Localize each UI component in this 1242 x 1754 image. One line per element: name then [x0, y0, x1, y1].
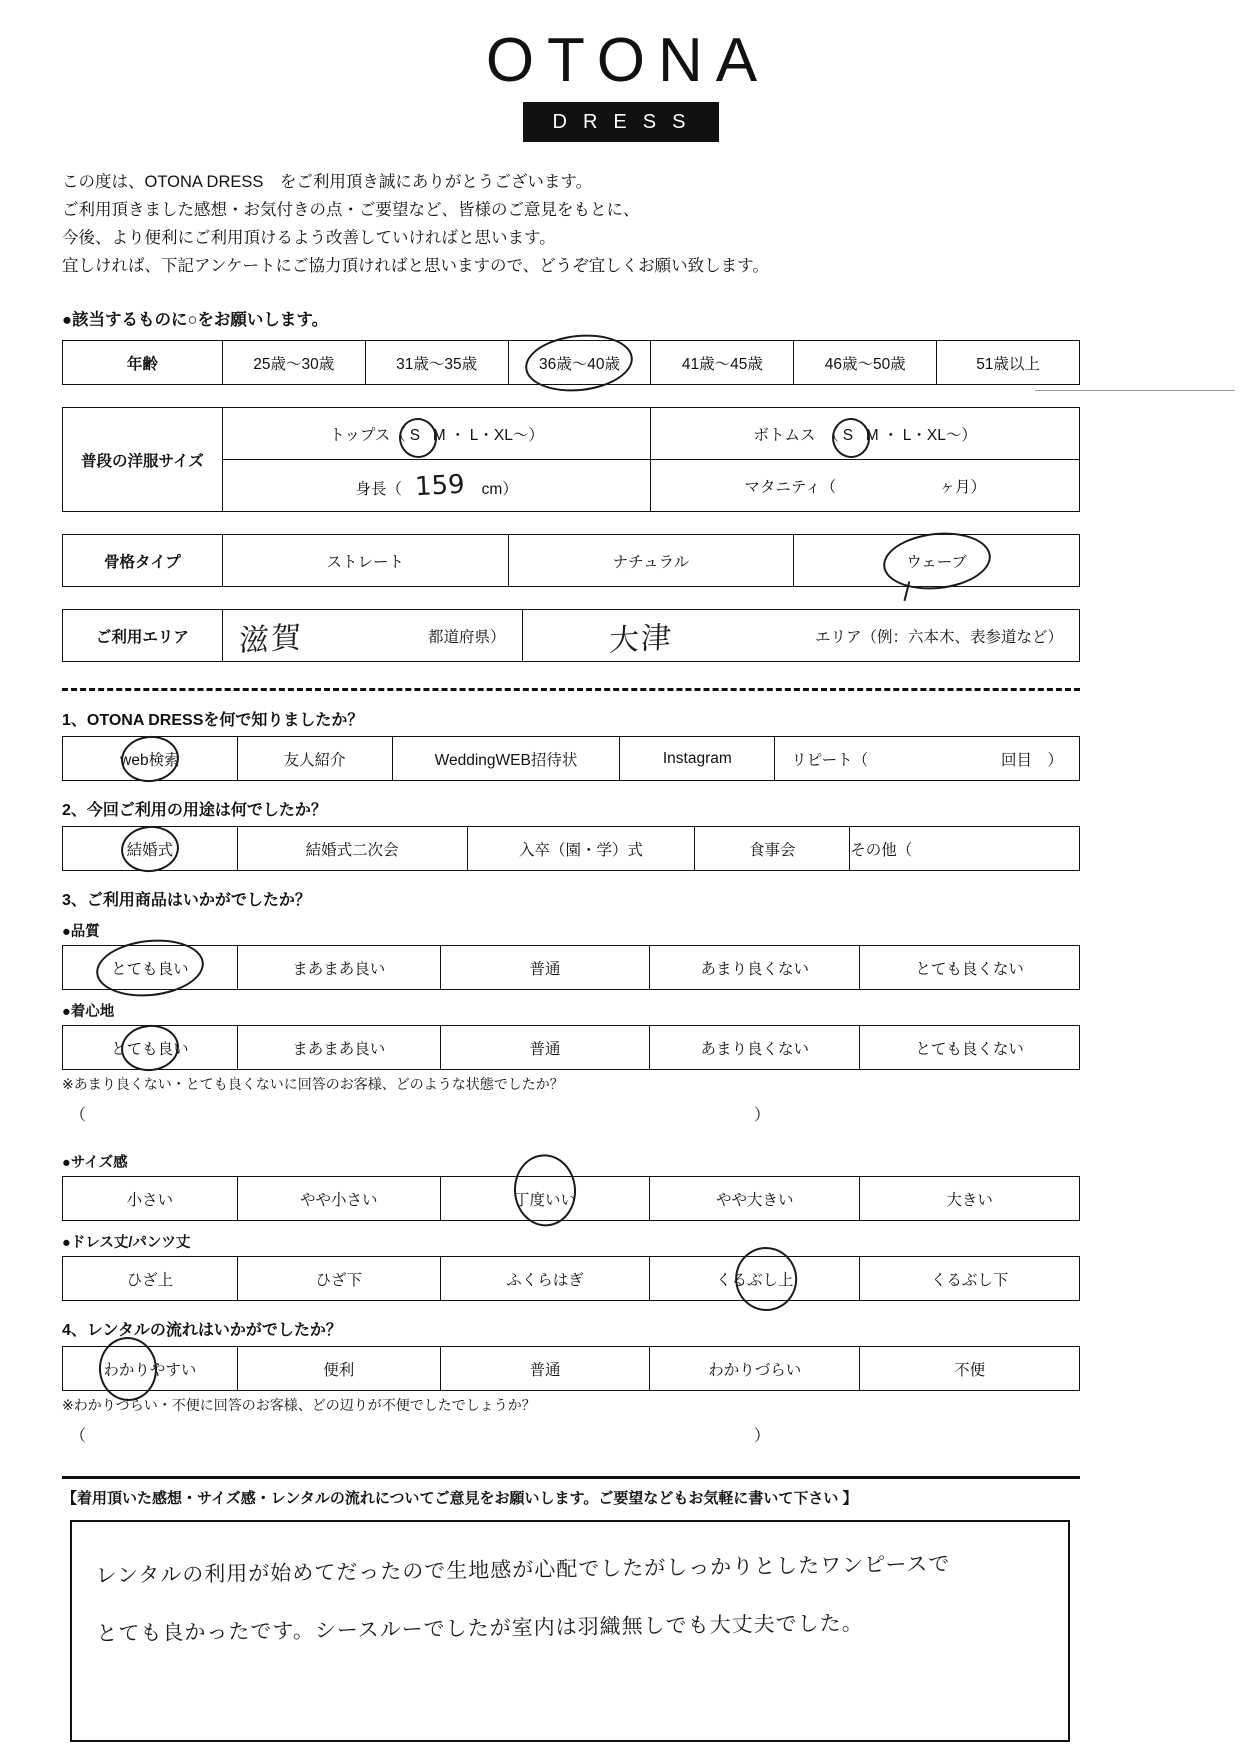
q3-length-label: ●ドレス丈/パンツ丈 [62, 1235, 191, 1251]
free-comment-line-1: レンタルの利用が始めてだったので生地感が心配でしたがしっかりとしたワンピースで [95, 1551, 951, 1588]
clothing-size-label: 普段の洋服サイズ [63, 408, 223, 512]
comfort-option-very-bad[interactable]: とても良くない [860, 1026, 1080, 1070]
table-row [63, 1177, 1080, 1221]
tops-selected-size: S [406, 427, 424, 445]
length-option-below-knee[interactable]: ひざ下 [237, 1257, 440, 1301]
q3-comfort-note-open: （ [70, 1107, 87, 1124]
bottoms-size-dot: ・ [882, 426, 899, 444]
q2-option-afterparty[interactable]: 結婚式二次会 [237, 827, 467, 871]
bottoms-prefix-label: ボトムス （ [753, 426, 839, 444]
height-cell[interactable] [222, 460, 651, 512]
q2-option-wedding[interactable] [63, 827, 238, 871]
length-option-above-ankle[interactable] [650, 1257, 860, 1301]
age-option-36-40[interactable] [508, 341, 651, 385]
age-option-31-35[interactable]: 31歳～35歳 [365, 341, 508, 385]
free-comment-line-2: とても良かったです。シースルーでしたが室内は羽織無しでも大丈夫でした。 [96, 1610, 864, 1646]
city-value: 大津 [607, 619, 673, 659]
bottoms-size-cell[interactable] [651, 408, 1080, 460]
table-row [63, 341, 1080, 385]
area-label: ご利用エリア [63, 610, 223, 662]
q1-table [62, 736, 1080, 781]
q3-quality-table [62, 945, 1080, 990]
size-option-just-right[interactable] [440, 1177, 650, 1221]
q3-comfort-note-close: ） [753, 1107, 770, 1124]
table-row [63, 827, 1080, 871]
intro-line-2: ご利用頂きました感想・お気付きの点・ご要望など、皆様のご意見をもとに、 [62, 201, 640, 219]
city-cell[interactable] [522, 610, 1080, 662]
quality-option-very-bad[interactable]: とても良くない [860, 946, 1080, 990]
q4-note: ※わかりづらい・不便に回答のお客様、どの辺りが不便でしたでしょうか？ [62, 1397, 536, 1413]
tops-prefix-label: トップス（ [329, 426, 406, 444]
tops-size-rest: L・XL～） [469, 426, 544, 444]
clothing-size-table [62, 407, 1080, 512]
q1-title: 1、OTONA DRESSを何で知りましたか？ [62, 712, 364, 729]
bone-type-straight[interactable]: ストレート [222, 535, 508, 587]
free-comment-header-text: 【着用頂いた感想・サイズ感・レンタルの流れについてご意見をお願いします。ご要望などもお気軽に書いて下さい 】 [62, 1490, 858, 1507]
q1-option-web-search[interactable] [63, 737, 238, 781]
q3-comfort-label: ●着心地 [62, 1004, 115, 1020]
bottoms-selected-size: S [839, 427, 857, 445]
length-option-above-ankle-label: くるぶし上 [716, 1271, 794, 1289]
height-value: 159 [414, 469, 466, 502]
q2-option-dining[interactable]: 食事会 [695, 827, 850, 871]
q4-table [62, 1346, 1080, 1391]
q4-option-confusing[interactable]: わかりづらい [650, 1347, 860, 1391]
bone-type-wave[interactable] [794, 535, 1080, 587]
tops-size-dot: ・ [449, 426, 466, 444]
logo-subbar: DRESS [523, 102, 720, 142]
area-table [62, 609, 1080, 662]
bone-type-natural[interactable]: ナチュラル [508, 535, 794, 587]
q3-title: 3、ご利用商品はいかがでしたか？ [62, 892, 311, 909]
age-table [62, 340, 1080, 385]
table-row [63, 1347, 1080, 1391]
q4-option-inconvenient[interactable]: 不便 [860, 1347, 1080, 1391]
q3-size-feel-label: ●サイズ感 [62, 1155, 128, 1171]
size-option-slightly-big[interactable]: やや大きい [650, 1177, 860, 1221]
q1-option-web-search-label: web検索 [120, 751, 180, 769]
q2-option-wedding-label: 結婚式 [126, 841, 174, 859]
comfort-option-normal[interactable]: 普通 [440, 1026, 650, 1070]
height-unit: cm） [481, 480, 518, 498]
bone-type-wave-label: ウェーブ [906, 553, 967, 571]
height-label: 身長（ [355, 480, 402, 498]
age-option-46-50[interactable]: 46歳～50歳 [794, 341, 937, 385]
q1-repeat-open-label: リピート（ [791, 751, 869, 769]
intro-line-3: 今後、より便利にご利用頂けるよう改善していければと思います。 [62, 229, 556, 247]
age-option-36-40-label: 36歳～40歳 [538, 355, 620, 373]
bottoms-size-m: M [865, 426, 879, 444]
bone-type-table [62, 534, 1080, 587]
quality-option-very-good[interactable] [63, 946, 238, 990]
size-option-slightly-small[interactable]: やや小さい [237, 1177, 440, 1221]
maternity-label: マタニティ（ [744, 478, 837, 496]
q3-quality-label: ●品質 [62, 924, 100, 940]
section-divider [62, 688, 1080, 691]
q4-option-easy-label: わかりやすい [103, 1361, 197, 1379]
area-hint: エリア（例：六本木、表参道など） [814, 628, 1063, 646]
free-comment-box[interactable] [70, 1520, 1070, 1742]
q1-option-repeat[interactable] [775, 737, 1080, 781]
q3-size-feel-table [62, 1176, 1080, 1221]
table-row [63, 946, 1080, 990]
q1-option-friend[interactable]: 友人紹介 [237, 737, 392, 781]
q4-note-value [419, 1423, 420, 1446]
q4-option-easy[interactable] [63, 1347, 238, 1391]
instruction-text: ●該当するものに○をお願いします。 [62, 311, 329, 329]
comfort-option-not-so-good[interactable]: あまり良くない [650, 1026, 860, 1070]
q4-note-field[interactable] [70, 1423, 770, 1446]
quality-option-fairly-good[interactable]: まあまあ良い [237, 946, 440, 990]
maternity-cell[interactable] [651, 460, 1080, 512]
size-option-just-right-label: 丁度いい [514, 1191, 577, 1209]
comfort-option-very-good[interactable] [63, 1026, 238, 1070]
comfort-option-very-good-label: とても良い [111, 1040, 189, 1058]
tops-size-cell[interactable] [222, 408, 651, 460]
q3-length-table [62, 1256, 1080, 1301]
length-option-below-ankle[interactable]: くるぶし下 [860, 1257, 1080, 1301]
quality-option-not-so-good[interactable]: あまり良くない [650, 946, 860, 990]
q3-comfort-table [62, 1025, 1080, 1070]
age-option-51-plus[interactable]: 51歳以上 [937, 341, 1080, 385]
q3-comfort-note: ※あまり良くない・とても良くないに回答のお客様、どのような状態でしたか？ [62, 1076, 564, 1092]
prefecture-cell[interactable] [222, 610, 522, 662]
age-label: 年齢 [63, 341, 223, 385]
q2-other-open-label: その他（ [850, 841, 913, 859]
tops-size-m: M [432, 426, 446, 444]
bottoms-size-rest: L・XL～） [902, 426, 977, 444]
bone-type-label: 骨格タイプ [63, 535, 223, 587]
comfort-option-fairly-good[interactable]: まあまあ良い [237, 1026, 440, 1070]
q3-comfort-note-value [419, 1102, 420, 1125]
q2-option-other[interactable] [850, 827, 1080, 871]
intro-line-4: 宜しければ、下記アンケートにご協力頂ければと思いますので、どうぞ宜しくお願い致します。 [62, 257, 769, 275]
free-comment-handwriting [95, 1533, 1049, 1662]
length-option-above-knee[interactable]: ひざ上 [63, 1257, 238, 1301]
q4-title: 4、レンタルの流れはいかがでしたか？ [62, 1322, 342, 1339]
table-row [63, 1257, 1080, 1301]
age-option-41-45[interactable]: 41歳～45歳 [651, 341, 794, 385]
maternity-unit: ヶ月） [939, 478, 987, 496]
q1-repeat-close-label: 回目 ） [1000, 751, 1063, 769]
q2-table [62, 826, 1080, 871]
table-row [63, 1026, 1080, 1070]
size-option-small[interactable]: 小さい [63, 1177, 238, 1221]
prefecture-hint: 都道府県） [427, 628, 506, 646]
length-option-calf[interactable]: ふくらはぎ [440, 1257, 650, 1301]
intro-line-1: この度は、OTONA DRESS をご利用頂き誠にありがとうございます。 [62, 173, 593, 191]
age-option-25-30[interactable]: 25歳～30歳 [222, 341, 365, 385]
q2-title: 2、今回ご利用の用途は何でしたか？ [62, 802, 327, 819]
q1-option-instagram[interactable]: Instagram [620, 737, 775, 781]
prefecture-value: 滋賀 [238, 619, 304, 659]
brand-logo [0, 0, 1242, 142]
size-option-big[interactable]: 大きい [860, 1177, 1080, 1221]
quality-option-very-good-label: とても良い [111, 960, 189, 978]
intro-paragraph [62, 168, 1242, 280]
table-row [63, 535, 1080, 587]
free-comment-header [62, 1476, 1080, 1508]
q2-option-ceremony[interactable]: 入卒（園・学）式 [467, 827, 695, 871]
logo-wordmark: OTONA [485, 26, 771, 95]
scan-artifact-line [1035, 390, 1235, 391]
q4-note-open: （ [70, 1428, 87, 1445]
q1-option-weddingweb[interactable]: WeddingWEB招待状 [392, 737, 620, 781]
q4-option-normal[interactable]: 普通 [440, 1347, 650, 1391]
q4-option-convenient[interactable]: 便利 [237, 1347, 440, 1391]
table-row [63, 610, 1080, 662]
table-row [63, 737, 1080, 781]
q3-comfort-note-field[interactable] [70, 1102, 770, 1125]
quality-option-normal[interactable]: 普通 [440, 946, 650, 990]
q4-note-close: ） [753, 1428, 770, 1445]
table-row [63, 408, 1080, 460]
